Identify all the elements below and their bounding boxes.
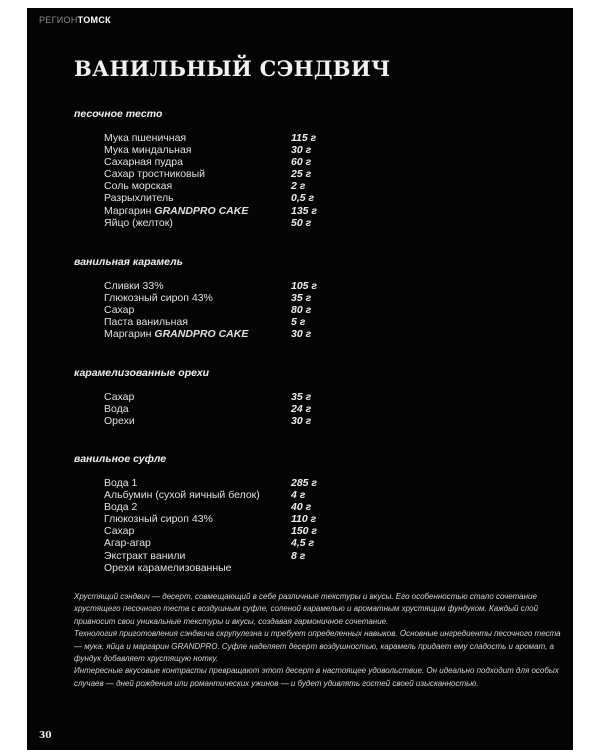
ingredient-row [104, 415, 434, 427]
ingredient-name: Орехи [104, 415, 135, 428]
region-name: ТОМСК [77, 15, 111, 25]
description-paragraph: Интересные вкусовые контрасты превращают этот десерт в настоящее удовольствие. Он идеально подходит для особых случаев — дней рождения или романтических ужинов — и будет удивлять гостей своей изысканностью. [74, 666, 559, 688]
ingredient-row [104, 537, 434, 549]
ingredient-name: Разрыхлитель [104, 192, 174, 205]
ingredient-row [104, 180, 434, 192]
ingredient-qty: 150 г [291, 525, 318, 538]
ingredient-row [104, 156, 434, 168]
ingredient-name: Вода 1 [104, 477, 138, 489]
ingredient-name: Альбумин (сухой яичный белок) [104, 489, 260, 502]
ingredient-qty: 0,5 г [291, 192, 315, 205]
ingredient-row [104, 168, 434, 180]
ingredient-row [104, 192, 434, 204]
ingredient-row [104, 205, 434, 217]
ingredient-qty: 105 г [291, 280, 318, 292]
ingredient-list [104, 280, 434, 340]
ingredient-name: Паста ванильная [104, 316, 188, 329]
description-paragraph: Технология приготовления сэндвича скрупулезна и требует определенных навыков. Основные ингредиенты песочного теста — мука, яйца и маргарин GRANDPRO. Суфле наделяет десерт воздушностью, карамель придает ему сладость и аромат, а фундук добавляет хрустящую нотку. [74, 629, 561, 664]
ingredient-list [104, 132, 434, 229]
ingredient-name: Яйцо (желток) [104, 216, 173, 229]
ingredient-name: Вода 2 [104, 501, 138, 514]
ingredient-qty: 4 г [291, 489, 306, 502]
ingredient-qty: 30 г [291, 144, 312, 157]
ingredient-qty: 115 г [291, 132, 317, 144]
ingredient-base: Маргарин [104, 204, 152, 217]
brand-name: GRANDPRO CAKE [154, 204, 249, 217]
recipe-title: ВАНИЛЬНЫЙ СЭНДВИЧ [74, 56, 391, 81]
ingredient-row [104, 144, 434, 156]
ingredient-row [104, 132, 434, 144]
ingredient-qty: 4,5 г [291, 537, 315, 550]
ingredient-row [104, 513, 434, 525]
ingredient-list [104, 391, 434, 427]
section-caramelized-nuts [74, 366, 554, 380]
ingredient-name: Сливки 33% [104, 280, 164, 292]
ingredient-name: Сахар [104, 525, 135, 538]
ingredient-row [104, 550, 434, 562]
ingredient-row [104, 217, 434, 229]
section-title: ванильная карамель [74, 256, 183, 268]
section-title: ванильное суфле [74, 453, 167, 465]
ingredient-name: Агар-агар [104, 537, 151, 550]
ingredient-qty: 135 г [291, 204, 318, 217]
ingredient-qty: 35 г [291, 391, 312, 403]
ingredient-qty: 60 г [291, 156, 312, 169]
region-header [39, 15, 111, 25]
page [27, 8, 573, 750]
ingredient-base: Маргарин [104, 328, 152, 341]
ingredient-row [104, 525, 434, 537]
region-label: РЕГИОН [39, 15, 78, 25]
recipe-description [74, 591, 562, 690]
ingredient-name: Мука миндальная [104, 144, 192, 157]
ingredient-name [104, 205, 248, 217]
section-title: карамелизованные орехи [74, 367, 210, 379]
ingredient-name: Экстракт ванили [104, 549, 186, 562]
ingredient-qty: 30 г [291, 328, 312, 341]
brand-name: GRANDPRO CAKE [154, 328, 249, 341]
ingredient-row [104, 328, 434, 340]
ingredient-row [104, 489, 434, 501]
ingredient-name: Глюкозный сироп 43% [104, 292, 213, 305]
ingredient-row [104, 280, 434, 292]
ingredient-name: Орехи карамелизованные [104, 561, 232, 574]
ingredient-list [104, 477, 434, 574]
ingredient-row [104, 562, 434, 574]
section-title: песочное тесто [74, 108, 163, 120]
ingredient-qty: 5 г [291, 316, 306, 329]
ingredient-name: Глюкозный сироп 43% [104, 513, 213, 526]
ingredient-row [104, 304, 434, 316]
section-shortcrust [74, 107, 554, 121]
ingredient-row [104, 316, 434, 328]
ingredient-qty: 50 г [291, 216, 312, 229]
ingredient-qty: 80 г [291, 304, 312, 317]
ingredient-qty: 25 г [291, 168, 312, 181]
ingredient-row [104, 477, 434, 489]
ingredient-name [104, 328, 248, 340]
section-vanilla-caramel [74, 255, 554, 269]
page-number: 30 [39, 731, 52, 741]
ingredient-qty: 35 г [291, 292, 312, 305]
ingredient-name: Соль морская [104, 180, 173, 193]
ingredient-row [104, 292, 434, 304]
ingredient-row [104, 403, 434, 415]
ingredient-row [104, 501, 434, 513]
ingredient-name: Сахар тростниковый [104, 168, 206, 181]
ingredient-name: Сахарная пудра [104, 156, 183, 169]
ingredient-qty: 110 г [291, 513, 317, 526]
ingredient-name: Сахар [104, 391, 135, 403]
ingredient-qty: 40 г [291, 501, 312, 514]
ingredient-row [104, 391, 434, 403]
ingredient-name: Мука пшеничная [104, 132, 187, 144]
ingredient-name: Вода [104, 403, 129, 416]
ingredient-qty: 30 г [291, 415, 312, 428]
description-paragraph: Хрустящий сэндвич — десерт, совмещающий в себе различные текстуры и вкусы. Его особенностью стало сочетание хрустящего песочного теста с воздушным суфле, соленой карамелью и ароматным хрустящим фундуком. Каждый слой привносит свои уникальные текстуры и вкусы, создавая гармоничное сочетание. [74, 592, 539, 626]
ingredient-qty: 24 г [291, 403, 312, 416]
section-vanilla-souffle [74, 452, 554, 466]
ingredient-qty: 8 г [291, 549, 306, 562]
ingredient-qty: 2 г [291, 180, 306, 193]
ingredient-qty: 285 г [291, 477, 318, 489]
ingredient-name: Сахар [104, 304, 135, 317]
